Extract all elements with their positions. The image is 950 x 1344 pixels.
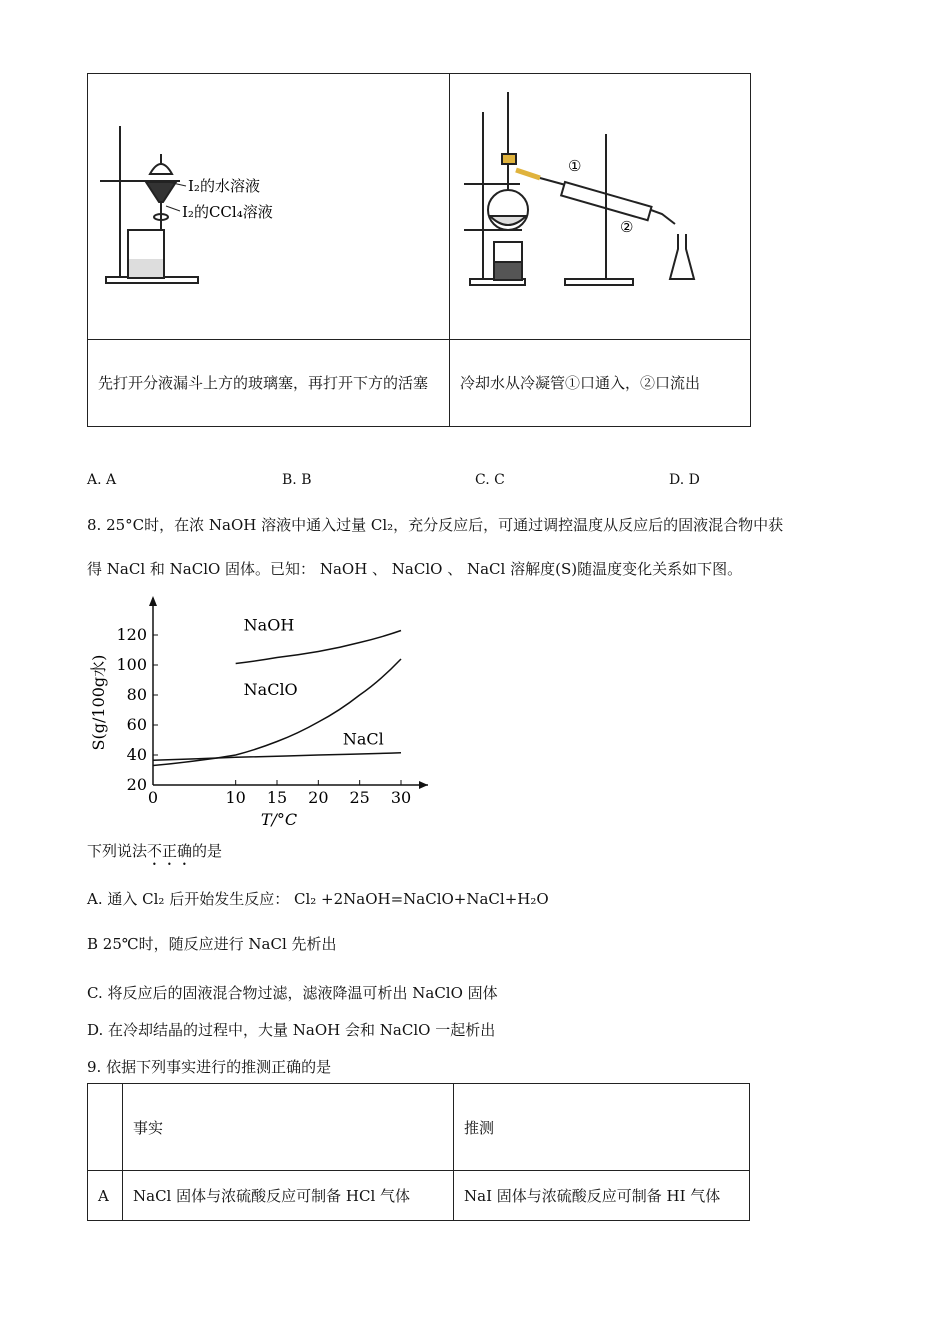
ccl4-iodine-label: I₂的CCl₄溶液 <box>182 203 273 221</box>
x-axis-label: T/°C <box>260 810 298 829</box>
apparatus-table <box>87 73 751 427</box>
aqueous-iodine-label: I₂的水溶液 <box>188 177 260 195</box>
series-label-nacl: NaCl <box>342 729 384 749</box>
q9-row-a-inference: NaI 固体与浓硫酸反应可制备 HI 气体 <box>454 1171 750 1221</box>
x-tick-label: 10 <box>225 788 246 807</box>
y-axis-arrow <box>149 596 157 606</box>
option-c: C. C <box>475 472 505 488</box>
y-tick-label: 120 <box>116 625 147 644</box>
condenser-description: 冷却水从冷凝管①口通入，②口流出 <box>450 340 751 427</box>
series-line-nacl <box>153 753 401 761</box>
x-tick-label: 20 <box>308 788 329 807</box>
option-a: A. A <box>87 472 117 488</box>
y-tick-label: 100 <box>116 655 147 674</box>
distillation-figure <box>450 74 751 340</box>
x-tick-label: 30 <box>390 788 412 807</box>
solubility-chart <box>88 590 448 830</box>
x-tick-label: 15 <box>266 788 288 807</box>
x-tick-label: 0 <box>147 788 159 807</box>
q9-table <box>87 1083 750 1221</box>
q9-stem: 9. 依据下列事实进行的推测正确的是 <box>87 1058 332 1076</box>
separatory-funnel-description: 先打开分液漏斗上方的玻璃塞，再打开下方的活塞 <box>88 340 450 427</box>
x-axis-arrow <box>419 781 428 789</box>
q8-prompt <box>87 840 222 869</box>
q9-row-a-label: A <box>88 1171 123 1221</box>
q9-header-inference: 推测 <box>454 1084 750 1171</box>
y-tick-label: 40 <box>126 745 147 764</box>
q8-stem-line2: 得 NaCl 和 NaClO 固体。已知： NaOH 、 NaClO 、 NaCl 溶解度(S)随温度变化关系如下图。 <box>87 560 743 578</box>
q9-row-a-fact: NaCl 固体与浓硫酸反应可制备 HCl 气体 <box>123 1171 454 1221</box>
option-b: B. B <box>282 472 312 488</box>
q8-prompt-b: 的是 <box>192 842 223 860</box>
q8-prompt-a: 下列说法 <box>87 842 148 860</box>
series-line-naclo <box>153 659 401 766</box>
distillation-diagram <box>450 74 750 335</box>
q9-header-index <box>88 1084 123 1171</box>
series-label-naclo: NaClO <box>243 680 298 699</box>
separatory-funnel-diagram <box>88 74 449 335</box>
y-tick-label: 80 <box>126 685 147 704</box>
q8-option-c: C. 将反应后的固液混合物过滤，滤液降温可析出 NaClO 固体 <box>87 984 498 1002</box>
q8-option-b: B 25℃时，随反应进行 NaCl 先析出 <box>87 935 337 953</box>
option-d: D. D <box>669 472 700 488</box>
y-tick-label: 60 <box>126 715 147 734</box>
q8-option-a: A. 通入 Cl₂ 后开始发生反应： Cl₂ +2NaOH=NaClO+NaCl+H₂O <box>87 890 549 908</box>
condenser-inlet-label: ① <box>568 157 582 175</box>
x-tick-label: 25 <box>349 788 370 807</box>
y-axis-label: S(g/100g水) <box>89 654 108 751</box>
y-tick-label: 20 <box>126 775 147 794</box>
q9-header-fact: 事实 <box>123 1084 454 1171</box>
q8-stem-line1: 8. 25°C时，在浓 NaOH 溶液中通入过量 Cl₂，充分反应后，可通过调控温度从反应后的固液混合物中获 <box>87 516 784 534</box>
q8-prompt-emphasis: 不正确 <box>147 842 193 860</box>
q8-option-d: D. 在冷却结晶的过程中，大量 NaOH 会和 NaClO 一起析出 <box>87 1021 496 1039</box>
series-label-naoh: NaOH <box>243 615 295 635</box>
separatory-funnel-figure <box>88 74 450 340</box>
condenser-outlet-label: ② <box>620 218 634 236</box>
series-line-naoh <box>236 631 401 664</box>
